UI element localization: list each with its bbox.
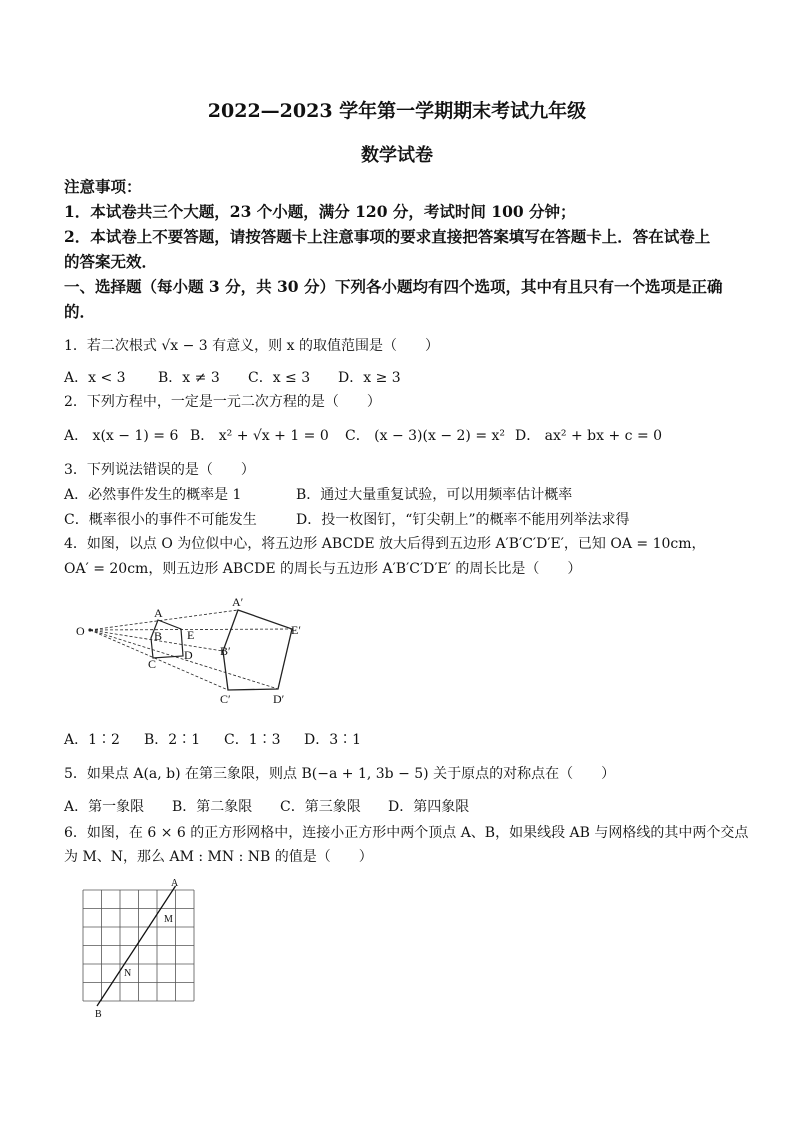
label-c-prime: C′ <box>220 692 231 706</box>
question-3-option-c: C．概率很小的事件不可能发生 <box>64 512 257 528</box>
question-5-option-c: C．第三象限 <box>280 799 361 815</box>
label-o: O <box>76 624 85 638</box>
question-4-stem-line2: OA′ = 20cm，则五边形 ABCDE 的周长与五边形 A′B′C′D′E′ 的周长比是（ ） <box>64 561 582 577</box>
question-6-grid-figure <box>70 878 200 1020</box>
exam-subtitle: 数学试卷 <box>361 145 433 166</box>
question-5-option-b: B．第二象限 <box>172 799 253 815</box>
question-2-option-d: D． ax² + bx + c = 0 <box>515 428 663 444</box>
label-a: A <box>154 606 163 620</box>
large-pentagon <box>223 610 292 690</box>
question-4-option-a: A．1∶2 <box>64 732 120 748</box>
section-heading-line2: 的． <box>64 302 96 321</box>
grid-lines <box>83 890 194 1001</box>
section-heading-line1: 一、选择题（每小题 3 分，共 30 分）下列各小题均有四个选项，其中有且只有一个选项是正确 <box>64 277 723 296</box>
question-6-stem-line1: 6．如图，在 6 × 6 的正方形网格中，连接小正方形中两个顶点 A、B，如果线段 AB 与网格线的其中两个交点 <box>64 825 749 841</box>
question-4-option-d: D．3∶1 <box>304 732 362 748</box>
notes-item-1: 1．本试卷共三个大题，23 个小题，满分 120 分，考试时间 100 分钟； <box>64 202 576 221</box>
question-3-option-b: B．通过大量重复试验，可以用频率估计概率 <box>296 487 573 503</box>
question-4-option-b: B．2∶1 <box>144 732 201 748</box>
question-6-stem-line2: 为 M、N，那么 AM : MN : NB 的值是（ ） <box>64 849 373 865</box>
label-m: M <box>164 914 173 925</box>
label-d: D <box>184 648 193 662</box>
question-3-stem: 3．下列说法错误的是（ ） <box>64 462 255 478</box>
question-1-option-b: B．x ≠ 3 <box>158 370 220 386</box>
question-2-stem: 2．下列方程中，一定是一元二次方程的是（ ） <box>64 394 381 410</box>
center-point-o <box>88 628 91 631</box>
question-5-option-a: A．第一象限 <box>64 799 145 815</box>
question-3-option-a: A．必然事件发生的概率是 1 <box>64 487 242 503</box>
label-b: B <box>154 629 163 643</box>
segment-ab <box>97 886 176 1006</box>
notes-item-2-line2: 的答案无效． <box>64 252 158 271</box>
label-d-prime: D′ <box>273 692 285 706</box>
label-e-prime: E′ <box>291 623 301 637</box>
question-2-option-c: C． (x − 3)(x − 2) = x² <box>345 428 506 444</box>
question-1-option-a: A．x < 3 <box>64 370 126 386</box>
question-4-stem-line1: 4．如图，以点 O 为位似中心，将五边形 ABCDE 放大后得到五边形 A′B′C′D′E′，已知 OA = 10cm， <box>64 536 706 552</box>
label-b: B <box>95 1009 102 1020</box>
question-4-option-c: C．1∶3 <box>224 732 281 748</box>
question-5-stem: 5．如果点 A(a, b) 在第三象限，则点 B(−a + 1, 3b − 5) 关于原点的对称点在（ ） <box>64 766 616 782</box>
question-2-option-a: A． x(x − 1) = 6 <box>64 428 179 444</box>
notes-item-2-line1: 2．本试卷上不要答题，请按答题卡上注意事项的要求直接把答案填写在答题卡上．答在试卷上 <box>64 227 711 246</box>
question-4-figure <box>70 592 310 712</box>
question-1-option-c: C．x ≤ 3 <box>248 370 311 386</box>
label-a: A <box>171 878 179 889</box>
question-3-option-d: D．投一枚图钉，“钉尖朝上”的概率不能用列举法求得 <box>296 512 630 528</box>
question-1-stem: 1．若二次根式 √x − 3 有意义，则 x 的取值范围是（ ） <box>64 338 439 354</box>
notes-heading: 注意事项： <box>64 177 142 196</box>
label-n: N <box>124 968 132 979</box>
label-e: E <box>187 628 195 642</box>
label-a-prime: A′ <box>232 595 244 609</box>
label-b-prime: B′ <box>220 644 231 658</box>
question-5-option-d: D．第四象限 <box>388 799 470 815</box>
exam-title: 2022—2023 学年第一学期期末考试九年级 <box>207 100 587 122</box>
question-2-option-b: B． x² + √x + 1 = 0 <box>190 428 329 444</box>
question-1-option-d: D．x ≥ 3 <box>338 370 401 386</box>
label-c: C <box>148 657 157 671</box>
